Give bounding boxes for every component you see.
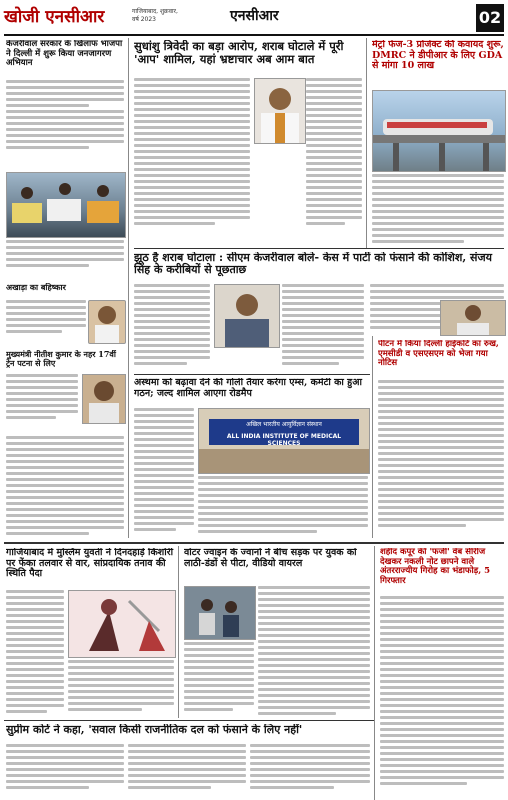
column-divider xyxy=(178,546,179,718)
ghaziabad-photo xyxy=(68,590,176,658)
section-divider xyxy=(134,248,504,249)
headline-jhooth: झूठ है शराब घोटाला : सीएम केजरीवाल बोले- केस में पार्टी को फंसाने की कोशिश, संजय सिंह के करीबियों से पूछताछ xyxy=(134,252,493,277)
aiims-photo xyxy=(198,408,370,474)
story-motorcycle-body-2 xyxy=(6,436,124,540)
issue-meta: गाजियाबाद, शुक्रवार, वर्ष 2023 xyxy=(132,8,178,23)
story-shahid-body xyxy=(380,596,504,796)
ghaziabad-illustration xyxy=(69,591,175,657)
protest-image xyxy=(7,173,125,237)
portrait-photo-2 xyxy=(82,374,126,424)
story-aiims-body-2 xyxy=(198,476,368,538)
headline-akhada: अखाड़ा का बहिष्कार xyxy=(6,283,66,292)
story-supreme-body-1 xyxy=(6,744,124,798)
story-ghaziabad-body-1 xyxy=(6,590,64,718)
section-title: एनसीआर xyxy=(230,8,279,24)
headline-voter: वोटर ज्वाइन के ज्वानों ने बीच सड़क पर युवक को लाठी-डंडों से पीटा, वीडियो वायरल xyxy=(184,548,357,569)
headline-ghaziabad: गाजियाबाद में मुस्लिम युवती ने दिनदहाड़े किशोरी पर फेंका तलवार से वार, सांप्रदायिक तनाव की स्थिति पैदा xyxy=(6,548,174,580)
story-voter-body-1 xyxy=(258,586,370,718)
headline-police: पीटन में किया दिल्ली हाईकोर्ट का रुख, एमसीडी व एसएसएम को भेजा गया नोटिस xyxy=(378,340,499,369)
sudhanshu-photo xyxy=(254,78,306,144)
story-motorcycle-body xyxy=(6,374,78,434)
headline-aiims: अस्थमा को बढ़ावा देने की गोली तैयार करेगा एम्स, कमेटी का हुआ गठन; जल्द शामिल आएगा रोडमैप xyxy=(134,378,362,399)
story-sudhanshu-body xyxy=(134,78,250,238)
page-number: 02 xyxy=(476,4,504,32)
story-kejriwal-body-2 xyxy=(6,240,124,278)
story-supreme-body-2 xyxy=(128,744,246,798)
story-jhooth-body-1 xyxy=(134,284,210,372)
paper-title: खोजी एनसीआर xyxy=(4,7,105,27)
section-divider xyxy=(4,720,374,721)
story-akhada-body xyxy=(6,300,86,346)
metro-image xyxy=(373,91,505,171)
story-metro-body xyxy=(372,174,504,246)
portrait-photo-1 xyxy=(88,300,126,344)
kejriwal-photo xyxy=(214,284,280,348)
headline-metro: मेट्रो फेज-3 प्रोजेक्ट की कवायद शुरू, DMRC ने डीपीआर के लिए GDA से मांगा 10 लाख xyxy=(372,40,504,72)
story-supreme-body-3 xyxy=(250,744,370,798)
story-kejriwal-body xyxy=(6,80,124,172)
story-voter-body-2 xyxy=(184,642,254,718)
metro-photo xyxy=(372,90,506,172)
column-divider xyxy=(366,38,367,248)
section-divider xyxy=(4,542,504,544)
headline-motorcycle: मुख्यमंत्री नीतीश कुमार के नहर 17वीं ट्रेन पटना से लिए xyxy=(6,350,116,368)
masthead xyxy=(4,4,504,36)
column-divider xyxy=(374,546,375,800)
portrait-photo-3 xyxy=(440,300,506,336)
story-aiims-body-1 xyxy=(134,408,194,538)
headline-supreme: सुप्रीम कोर्ट ने कहा, 'सवाल किसी राजनीतिक दल को फंसाने के लिए नहीं' xyxy=(6,724,303,736)
aiims-sign-hindi: अखिल भारतीय आयुर्विज्ञान संस्थान xyxy=(246,421,322,428)
headline-sudhanshu: सुधांशु त्रिवेदी का बड़ा आरोप, शराब घोटाले में पूरी 'आप' शामिल, यहां भ्रष्टाचार अब आम बात xyxy=(134,40,344,66)
story-ghaziabad-body-2 xyxy=(68,660,174,718)
story-police-body xyxy=(378,380,504,538)
headline-kejriwal: केजरीवाल सरकार के खिलाफ भाजपा ने दिल्ली में शुरू किया जनजागरण अभियान xyxy=(6,40,123,69)
protest-photo xyxy=(6,172,126,238)
headline-shahid: शहीद कपूर की 'फर्जी' वेब सीरीज देखकर नकली नोट छापने वाले अंतरराज्यीय गिरोह का भंडाफोड़, 5 गिरफ्तार xyxy=(380,548,491,586)
column-divider xyxy=(372,336,373,538)
column-divider xyxy=(128,38,129,538)
voter-photo xyxy=(184,586,256,640)
story-jhooth-body-2 xyxy=(282,284,364,372)
section-divider xyxy=(134,374,370,375)
aiims-sign-english: ALL INDIA INSTITUTE OF MEDICAL SCIENCES xyxy=(226,433,342,447)
story-sudhanshu-body-2 xyxy=(306,78,362,238)
